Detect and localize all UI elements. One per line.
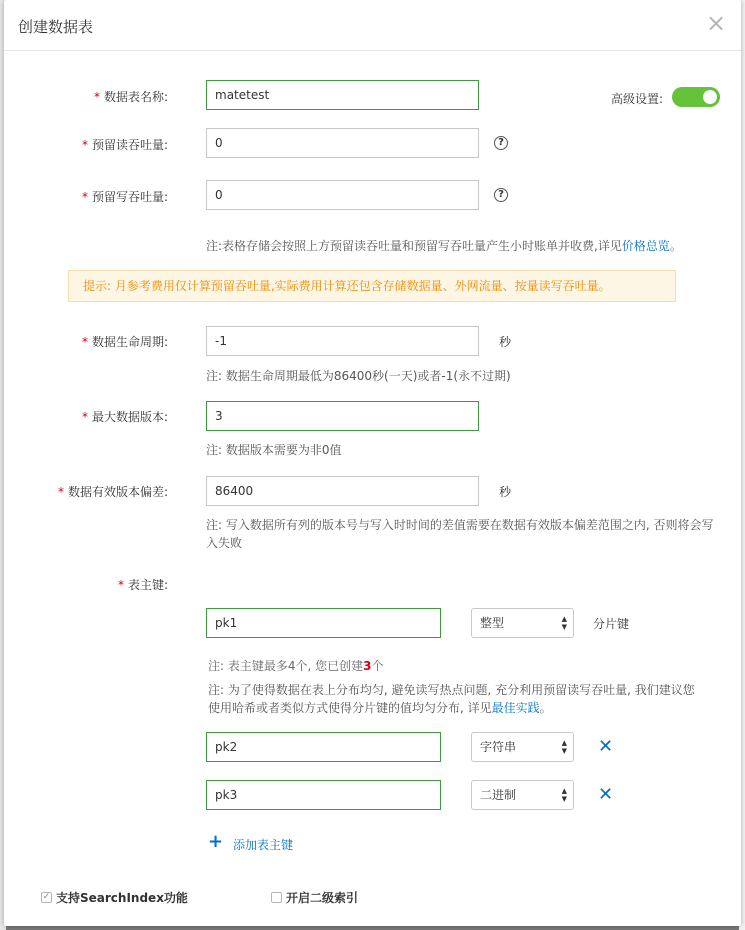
reserved-write-input[interactable]: 0	[206, 180, 479, 210]
billing-note: 注:表格存储会按照上方预留读吞吐量和预留写吞吐量产生小时账单并收费,详见价格总览。	[206, 239, 682, 253]
question-icon[interactable]: ?	[494, 136, 508, 150]
reserved-read-input[interactable]: 0	[206, 128, 479, 158]
table-name-label: * 数据表名称:	[93, 90, 168, 104]
search-index-label: 支持SearchIndex功能	[56, 891, 188, 905]
version-offset-label: * 数据有效版本偏差:	[57, 485, 168, 499]
shard-key-label: 分片键	[593, 617, 630, 631]
select-arrows-icon: ▲ ▼	[561, 739, 567, 755]
secondary-index-label: 开启二级索引	[286, 891, 359, 905]
primary-key-label: * 表主键:	[117, 578, 168, 592]
reserved-read-label: * 预留读吞吐量:	[81, 138, 168, 152]
pk3-name-input[interactable]: pk3	[206, 780, 441, 810]
dialog-title: 创建数据表	[18, 18, 94, 36]
advanced-settings-toggle[interactable]	[672, 87, 720, 107]
ttl-label: * 数据生命周期:	[81, 335, 168, 349]
table-name-input[interactable]: matetest	[206, 80, 479, 110]
toggle-knob	[703, 90, 717, 104]
add-primary-key-link[interactable]: 添加表主键	[233, 838, 294, 852]
ttl-note: 注: 数据生命周期最低为86400秒(一天)或者-1(永不过期)	[206, 369, 511, 383]
advanced-settings-label: 高级设置:	[611, 92, 664, 106]
version-offset-note: 注: 写入数据所有列的版本号与写入时时间的差值需要在数据有效版本偏差范围之内, 否则将会写 入失败	[206, 518, 714, 550]
reserved-write-label: * 预留写吞吐量:	[81, 190, 168, 204]
close-icon[interactable]: ×	[705, 9, 727, 37]
secondary-index-checkbox[interactable]	[271, 892, 282, 903]
select-arrows-icon: ▲ ▼	[561, 787, 567, 803]
version-offset-unit: 秒	[499, 485, 512, 499]
pk2-name-input[interactable]: pk2	[206, 732, 441, 762]
pricing-link[interactable]: 价格总览	[621, 239, 670, 253]
remove-pk2-icon[interactable]: ✕	[598, 736, 614, 757]
pk-advice-note: 注: 为了使得数据在表上分布均匀, 避免读写热点问题, 充分利用预留读写吞吐量, 我们建议您 使用哈希或者类似方式使得分片键的值均匀分布, 详见最佳实践。	[208, 683, 695, 715]
create-table-dialog	[4, 0, 741, 926]
pk1-type-select[interactable]: 整型 ▲ ▼	[471, 608, 574, 638]
pk-limit-note: 注: 表主键最多4个, 您已创建3个	[208, 659, 384, 673]
max-versions-label: * 最大数据版本:	[81, 410, 168, 424]
select-arrows-icon: ▲ ▼	[561, 615, 567, 631]
question-icon[interactable]: ?	[494, 188, 508, 202]
plus-icon[interactable]: +	[208, 831, 224, 852]
remove-pk3-icon[interactable]: ✕	[598, 784, 614, 805]
ttl-unit: 秒	[499, 335, 512, 349]
dialog-header	[4, 0, 741, 51]
ttl-input[interactable]: -1	[206, 326, 479, 356]
max-versions-note: 注: 数据版本需要为非0值	[206, 443, 342, 457]
pk3-type-select[interactable]: 二进制 ▲ ▼	[471, 780, 574, 810]
pk2-type-select[interactable]: 字符串 ▲ ▼	[471, 732, 574, 762]
fee-tip-banner: 提示: 月参考费用仅计算预留吞吐量,实际费用计算还包含存储数据量、外网流量、按量读写吞吐量。	[68, 270, 676, 302]
pk1-name-input[interactable]: pk1	[206, 608, 441, 638]
version-offset-input[interactable]: 86400	[206, 476, 479, 506]
search-index-checkbox[interactable]: ✓	[42, 892, 51, 902]
max-versions-input[interactable]: 3	[206, 401, 479, 431]
best-practice-link[interactable]: 最佳实践	[491, 701, 540, 715]
